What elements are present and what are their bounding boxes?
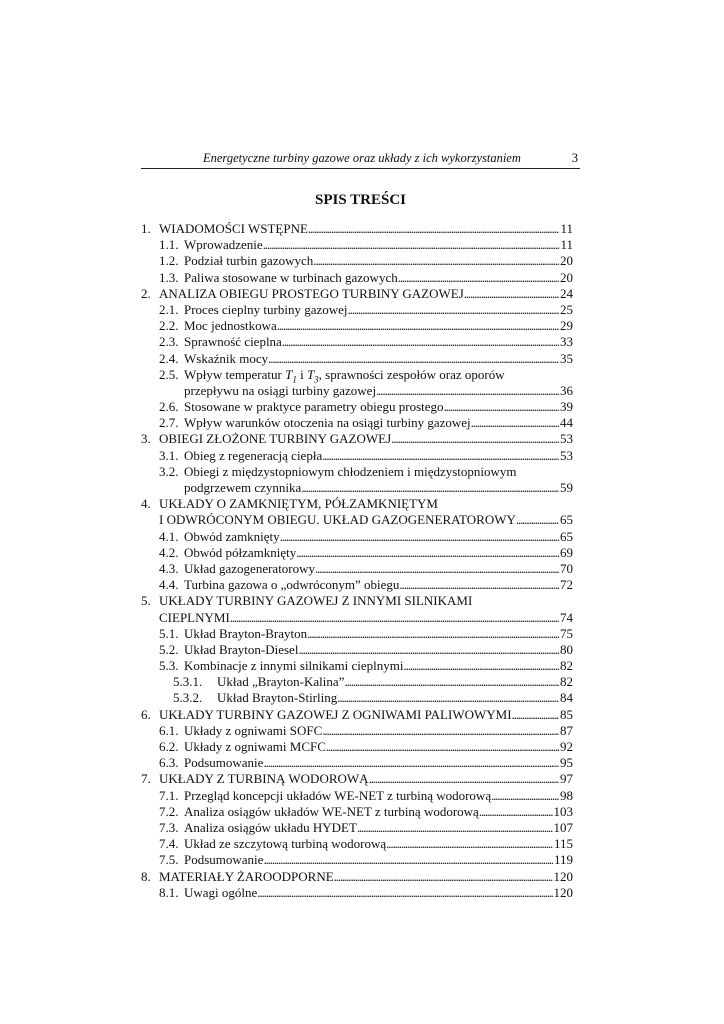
toc-entry-label: UKŁADY TURBINY GAZOWEJ Z INNYMI SILNIKAMI: [159, 593, 473, 609]
toc-entry-number: 1.2.: [159, 253, 179, 269]
dot-leader: [322, 723, 559, 739]
toc-entry-label: Paliwa stosowane w turbinach gazowych: [184, 269, 398, 285]
toc-page-number: 107: [553, 819, 573, 835]
toc-entry: [141, 885, 573, 901]
dot-leader: [516, 512, 559, 528]
toc-entry-label: Obwód półzamknięty: [184, 544, 297, 560]
dot-leader: [308, 221, 560, 237]
toc-entry: [141, 707, 573, 723]
toc-entry: [141, 431, 573, 447]
dot-leader: [471, 415, 559, 431]
dot-leader: [322, 448, 559, 464]
dot-leader: [348, 302, 559, 318]
toc-page-number: 44: [560, 415, 573, 431]
toc-entry-number: 5.3.: [159, 658, 179, 674]
toc-page-number: 29: [560, 318, 573, 334]
toc-entry-label: Podział turbin gazowych: [184, 253, 314, 269]
toc-page-number: 115: [553, 836, 573, 852]
toc-entry-number: 4.3.: [159, 560, 179, 576]
toc-entry-label: Uwagi ogólne: [184, 884, 258, 900]
toc-page-number: 65: [560, 512, 573, 528]
toc-entry-label: OBIEGI ZŁOŻONE TURBINY GAZOWEJ: [159, 431, 392, 447]
toc-entry: [141, 561, 573, 577]
toc-entry-number: 2.3.: [159, 334, 179, 350]
dot-leader: [263, 755, 559, 771]
toc-entry-label: Układ ze szczytową turbiną wodorową: [184, 836, 387, 852]
dot-leader: [391, 431, 559, 447]
running-header: [141, 148, 580, 169]
toc-page-number: 80: [560, 641, 573, 657]
toc-entry-label: I ODWRÓCONYM OBIEGU. UKŁAD GAZOGENERATOROWY: [159, 512, 516, 528]
toc-page-number: 119: [553, 852, 573, 868]
dot-leader: [282, 334, 559, 350]
toc-entry-number: 1.1.: [159, 237, 179, 253]
toc-entry: [141, 367, 573, 383]
toc-entry: [141, 351, 573, 367]
toc-page-number: 120: [553, 868, 573, 884]
toc-page-number: 69: [560, 544, 573, 560]
toc-entry-number: 2.: [141, 285, 151, 301]
toc-entry-continuation: [141, 480, 573, 496]
toc-entry-number: 5.3.2.: [173, 690, 203, 706]
dot-leader: [277, 318, 559, 334]
dot-leader: [315, 561, 559, 577]
toc-entry-label: Obwód zamknięty: [184, 528, 280, 544]
toc-entry-label: Układ „Brayton-Kalina”: [217, 674, 345, 690]
toc-entry-label: podgrzewem czynnika: [184, 480, 302, 495]
toc-page-number: 20: [560, 269, 573, 285]
toc-entry: [141, 286, 573, 302]
toc-entry-label: UKŁADY TURBINY GAZOWEJ Z OGNIWAMI PALIWOWYMI: [159, 706, 512, 722]
toc-entry-label: Układy z ogniwami SOFC: [184, 722, 323, 738]
dot-leader: [386, 836, 553, 852]
dot-leader: [263, 852, 553, 868]
dot-leader: [326, 739, 559, 755]
dot-leader: [337, 690, 559, 706]
toc-entry: [141, 820, 573, 836]
toc-entry-number: 7.3.: [159, 819, 179, 835]
toc-entry-number: 2.5.: [159, 366, 179, 382]
toc-entry-label: Moc jednostkowa: [184, 318, 277, 334]
toc-entry: [141, 690, 573, 706]
toc-entry: [141, 771, 573, 787]
toc-page-number: 11: [560, 237, 573, 253]
dot-leader: [404, 658, 559, 674]
running-title: Energetyczne turbiny gazowe oraz układy z ich wykorzystaniem: [203, 151, 521, 165]
toc-entry-number: 2.7.: [159, 415, 179, 431]
toc-page-number: 85: [560, 706, 573, 722]
toc-entry-label: Wprowadzenie: [184, 237, 263, 253]
toc-page-number: 103: [553, 803, 573, 819]
toc-entry: [141, 302, 573, 318]
toc-entry-label: Obiegi z międzystopniowym chłodzeniem i międzystopniowym: [184, 463, 517, 479]
toc-entry-number: 5.3.1.: [173, 674, 203, 690]
toc-page-number: 92: [560, 739, 573, 754]
dot-leader: [301, 480, 559, 496]
toc-page-number: 72: [560, 577, 573, 593]
dot-leader: [298, 642, 559, 658]
toc-entry-label: Układy z ogniwami MCFC: [184, 739, 326, 754]
toc-page-number: 53: [560, 431, 573, 447]
dot-leader: [334, 869, 553, 885]
toc-entry-number: 4.4.: [159, 577, 179, 593]
toc-page-number: 82: [560, 658, 573, 674]
toc-entry-number: 2.6.: [159, 399, 179, 415]
toc-entry: [141, 739, 573, 755]
toc-entry-number: 1.: [141, 221, 151, 236]
toc-page-number: 97: [560, 771, 573, 787]
toc-entry-label: Proces cieplny turbiny gazowej: [184, 301, 348, 317]
dot-leader: [399, 577, 559, 593]
toc-entry-number: 2.2.: [159, 318, 179, 334]
toc-entry-number: 5.2.: [159, 641, 179, 657]
dot-leader: [280, 529, 559, 545]
toc-page-number: 20: [560, 253, 573, 269]
toc-page-number: 36: [560, 382, 573, 398]
toc-entry-label: Układ Brayton-Diesel: [184, 641, 299, 657]
toc-entry-number: 7.2.: [159, 803, 179, 819]
toc-entry-label: Wpływ temperatur $T_1$ i $T_3$, sprawności zespołów oraz oporów: [184, 366, 505, 385]
toc-page-number: 84: [560, 690, 573, 706]
toc-entry-label: Układ Brayton-Stirling: [217, 690, 338, 706]
toc-entry-label: Wpływ warunków otoczenia na osiągi turbiny gazowej: [184, 415, 471, 431]
toc-entry: [141, 642, 573, 658]
toc-entry: [141, 318, 573, 334]
dot-leader: [376, 383, 559, 399]
toc-page-number: 75: [560, 625, 573, 641]
toc-page-number: 39: [560, 399, 573, 415]
toc-page-number: 33: [560, 334, 573, 350]
toc-entry-label: Przegląd koncepcji układów WE-NET z turbiną wodorową: [184, 787, 492, 803]
dot-leader: [357, 820, 553, 836]
dot-leader: [398, 270, 559, 286]
toc-entry: [141, 529, 573, 545]
toc-entry: [141, 852, 573, 868]
toc-entry-number: 4.2.: [159, 544, 179, 560]
dot-leader: [268, 351, 559, 367]
toc-entry-label: Podsumowanie: [184, 755, 264, 771]
toc-entry-continuation: [141, 610, 573, 626]
toc-title: SPIS TREŚCI: [314, 192, 407, 208]
toc-entry-label: Wskaźnik mocy: [184, 350, 269, 366]
toc-entry-label: Układ Brayton-Brayton: [184, 625, 308, 641]
toc-entry-number: 3.1.: [159, 447, 179, 463]
toc-page-number: 65: [560, 528, 573, 544]
toc-entry: [141, 788, 573, 804]
toc-entry-label: Podsumowanie: [184, 852, 264, 868]
toc-page-number: 95: [560, 755, 573, 771]
toc-entry-number: 4.1.: [159, 528, 179, 544]
toc-page-number: 25: [560, 301, 573, 317]
dot-leader: [344, 674, 559, 690]
toc-entry-number: 8.: [141, 868, 151, 884]
toc-page-number: 24: [560, 285, 573, 301]
toc-entry-number: 2.4.: [159, 350, 179, 366]
dot-leader: [307, 626, 559, 642]
toc-entry-label: UKŁADY O ZAMKNIĘTYM, PÓŁZAMKNIĘTYM: [159, 496, 438, 512]
toc-entry: [141, 593, 573, 609]
toc-entry-label: Sprawność cieplna: [184, 334, 282, 350]
toc-entry-number: 7.1.: [159, 787, 179, 803]
toc-page-number: 35: [560, 350, 573, 366]
toc-entry: [141, 577, 573, 593]
toc-entry: [141, 626, 573, 642]
toc-entry: [141, 221, 573, 237]
dot-leader: [257, 885, 552, 901]
toc-entry-number: 6.1.: [159, 722, 179, 738]
dot-leader: [313, 253, 559, 269]
dot-leader: [479, 804, 553, 820]
toc-entry-number: 6.3.: [159, 755, 179, 771]
toc-entry-label: Analiza osiągów układu HYDET: [184, 819, 357, 835]
toc-entry-number: 5.1.: [159, 625, 179, 641]
dot-leader: [464, 286, 559, 302]
toc-page-number: 98: [560, 787, 573, 803]
dot-leader: [263, 237, 560, 253]
toc-page-number: 70: [560, 560, 573, 576]
toc-page-number: 82: [560, 674, 573, 690]
toc-entry-label: Układ gazogeneratorowy: [184, 560, 316, 576]
toc-page-number: 53: [560, 447, 573, 463]
table-of-contents: [141, 221, 573, 901]
toc-entry-label: Analiza osiągów układów WE-NET z turbiną wodorową: [184, 803, 479, 819]
toc-entry-number: 5.: [141, 593, 151, 609]
toc-entry-number: 7.: [141, 771, 151, 787]
toc-entry: [141, 836, 573, 852]
toc-page-number: 59: [560, 480, 573, 495]
toc-page-number: 87: [560, 722, 573, 738]
toc-page-number: 74: [560, 609, 573, 625]
toc-entry-label: Stosowane w praktyce parametry obiegu prostego: [184, 399, 444, 415]
toc-entry: [141, 674, 573, 690]
toc-entry: [141, 415, 573, 431]
toc-page-number: 11: [560, 221, 573, 236]
toc-entry: [141, 464, 573, 480]
dot-leader: [296, 545, 559, 561]
toc-entry-label: Turbina gazowa o „odwróconym” obiegu: [184, 577, 400, 593]
toc-entry: [141, 334, 573, 350]
toc-entry: [141, 399, 573, 415]
toc-entry-number: 1.3.: [159, 269, 179, 285]
toc-entry: [141, 804, 573, 820]
toc-entry: [141, 723, 573, 739]
dot-leader: [369, 771, 559, 787]
toc-entry-number: 2.1.: [159, 301, 179, 317]
toc-entry-label: CIEPLNYMI: [159, 609, 230, 625]
toc-entry-number: 4.: [141, 496, 151, 512]
toc-entry: [141, 658, 573, 674]
toc-entry-label: MATERIAŁY ŻAROODPORNE: [159, 868, 334, 884]
dot-leader: [491, 788, 559, 804]
toc-entry-label: ANALIZA OBIEGU PROSTEGO TURBINY GAZOWEJ: [159, 285, 464, 301]
toc-entry-label: Kombinacje z innymi silnikami cieplnymi: [184, 658, 404, 674]
toc-entry-number: 6.: [141, 706, 151, 722]
dot-leader: [512, 707, 559, 723]
toc-entry-number: 3.: [141, 431, 151, 447]
toc-entry-label: UKŁADY Z TURBINĄ WODOROWĄ: [159, 771, 369, 787]
toc-entry-continuation: [141, 512, 573, 528]
toc-entry-number: 7.4.: [159, 836, 179, 852]
toc-entry: [141, 270, 573, 286]
toc-entry-number: 3.2.: [159, 463, 179, 479]
toc-entry-number: 8.1.: [159, 884, 179, 900]
toc-entry-label: przepływu na osiągi turbiny gazowej: [184, 382, 377, 398]
toc-entry-number: 7.5.: [159, 852, 179, 868]
toc-entry-number: 6.2.: [159, 739, 179, 754]
page-number: 3: [571, 151, 578, 165]
toc-entry-label: Obieg z regeneracją ciepła: [184, 447, 323, 463]
toc-entry-continuation: [141, 383, 573, 399]
toc-entry: [141, 448, 573, 464]
toc-entry: [141, 869, 573, 885]
dot-leader: [444, 399, 559, 415]
toc-entry: [141, 237, 573, 253]
toc-entry-label: WIADOMOŚCI WSTĘPNE: [159, 221, 308, 236]
toc-entry: [141, 253, 573, 269]
dot-leader: [230, 610, 559, 626]
toc-entry: [141, 755, 573, 771]
toc-entry: [141, 496, 573, 512]
toc-entry: [141, 545, 573, 561]
toc-page-number: 120: [553, 884, 573, 900]
